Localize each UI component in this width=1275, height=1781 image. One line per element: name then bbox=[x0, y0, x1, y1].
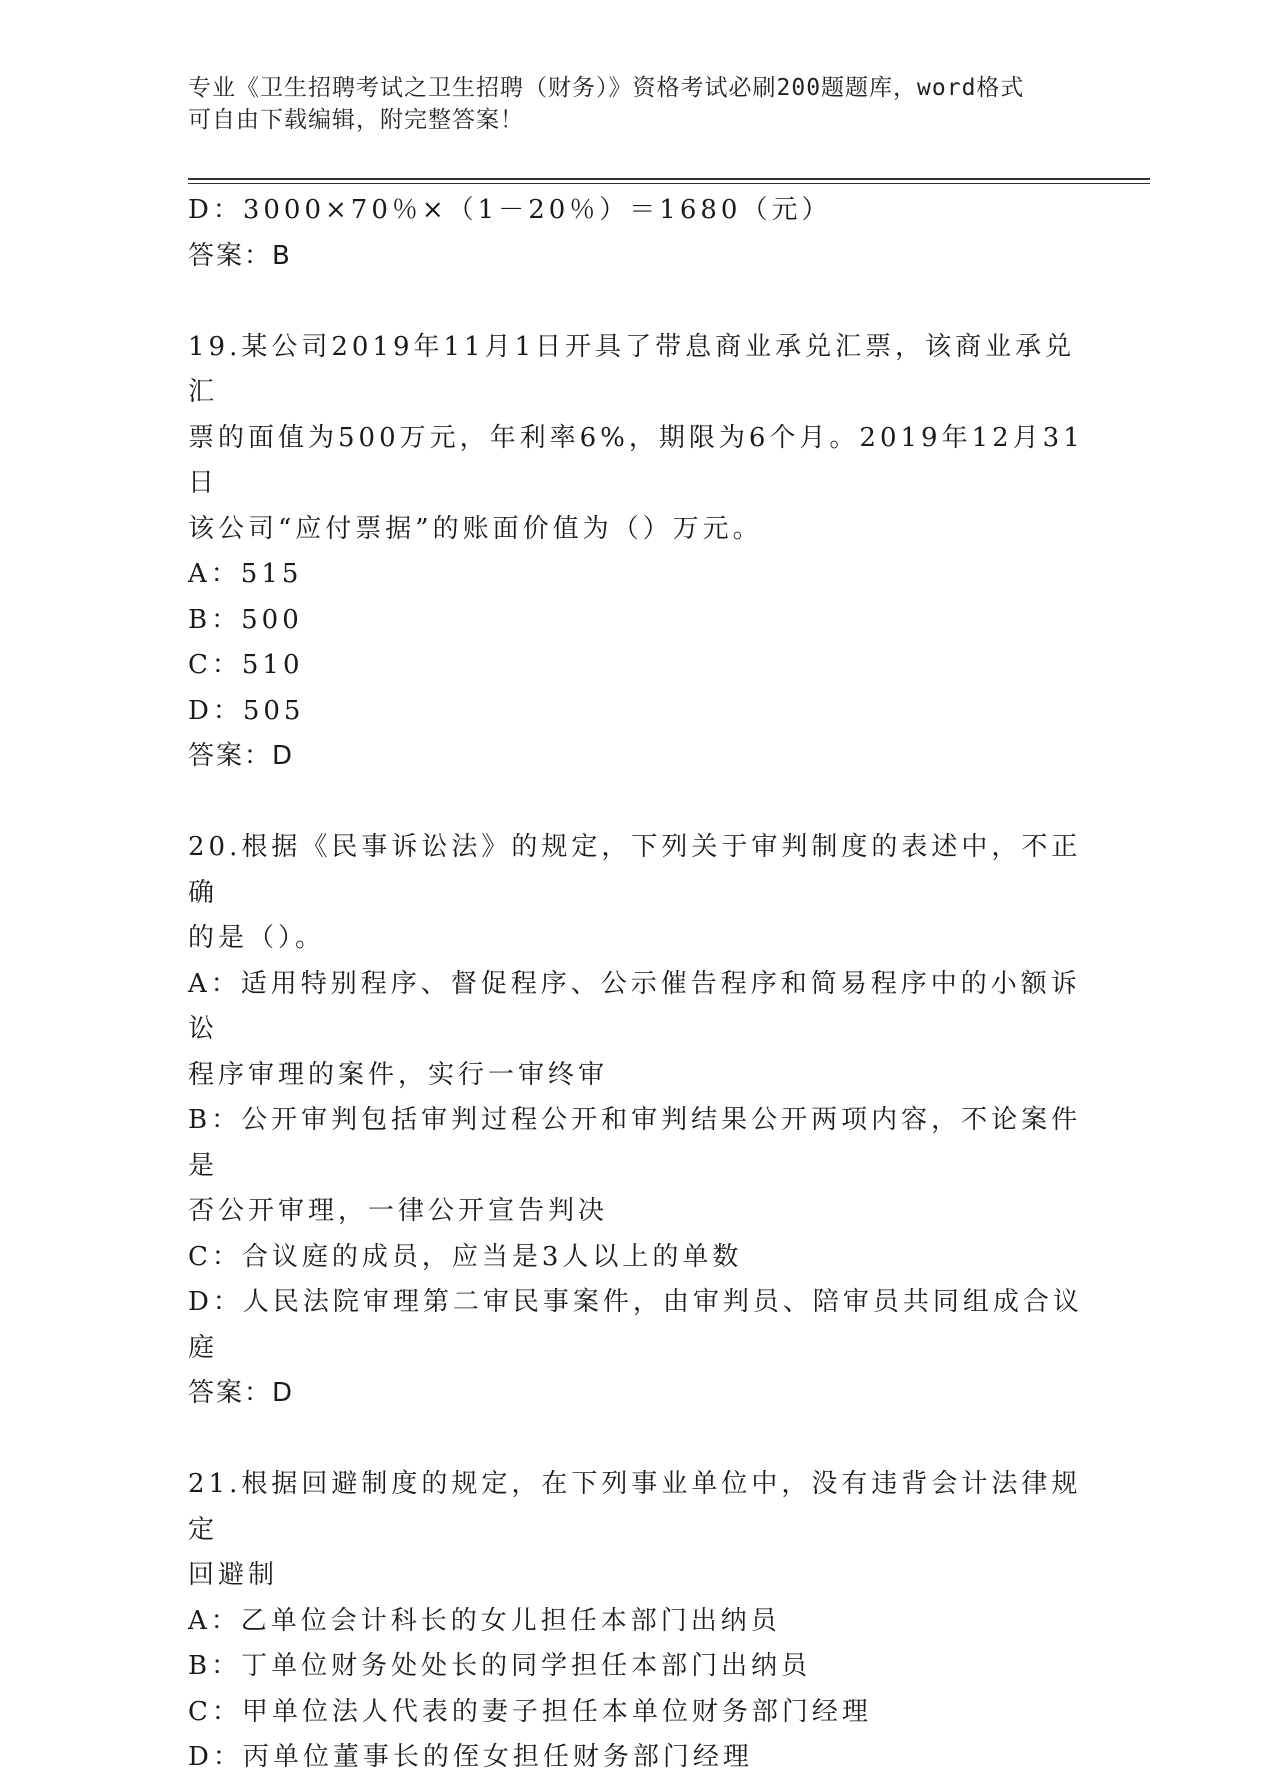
option-c: C：510 bbox=[188, 650, 304, 680]
option-b: B：公开审判包括审判过程公开和审判结果公开两项内容，不论案件是 bbox=[188, 1105, 1082, 1181]
option-d: D：505 bbox=[188, 695, 305, 726]
question-stem-line: 21.根据回避制度的规定，在下列事业单位中，没有违背会计法律规定 bbox=[188, 1469, 1082, 1545]
spacer bbox=[188, 780, 1088, 826]
question-stem-line: 的是（）。 bbox=[188, 923, 326, 953]
question-stem-line: 19.某公司2019年11月1日开具了带息商业承兑汇票，该商业承兑汇 bbox=[188, 331, 1076, 407]
option-c: C：合议庭的成员，应当是3人以上的单数 bbox=[188, 1241, 743, 1272]
answer-line: 答案：D bbox=[188, 1378, 295, 1408]
carryover-option-d: D：3000×70％×（1－20％）＝1680（元） bbox=[188, 195, 832, 225]
header-line-2: 可自由下载编辑，附完整答案！ bbox=[188, 107, 524, 133]
option-b: B：500 bbox=[188, 604, 303, 635]
option-a-continued: 程序审理的案件，实行一审终审 bbox=[188, 1059, 609, 1090]
option-d: D：人民法院审理第二审民事案件，由审判员、陪审员共同组成合议庭 bbox=[188, 1287, 1083, 1363]
question-19 bbox=[188, 325, 1088, 780]
option-a: A：515 bbox=[188, 559, 303, 589]
header-line-1: 专业《卫生招聘考试之卫生招聘（财务）》资格考试必刷200题题库，word格式 bbox=[188, 75, 1025, 101]
option-d: D：丙单位董事长的侄女担任财务部门经理 bbox=[188, 1742, 753, 1772]
answer-line: 答案：D bbox=[188, 741, 295, 771]
question-stem-line: 20.根据《民事诉讼法》的规定，下列关于审判制度的表述中，不正确 bbox=[188, 832, 1082, 908]
page-header bbox=[188, 72, 1088, 136]
option-b: B：丁单位财务处处长的同学担任本部门出纳员 bbox=[188, 1651, 812, 1681]
header-divider bbox=[188, 178, 1150, 184]
question-stem-line: 回避制 bbox=[188, 1560, 279, 1590]
document-body bbox=[188, 188, 1088, 1781]
option-b-continued: 否公开审理，一律公开宣告判决 bbox=[188, 1196, 609, 1226]
question-21 bbox=[188, 1462, 1088, 1781]
spacer bbox=[188, 1417, 1088, 1463]
carryover-answer: 答案：B bbox=[188, 240, 292, 271]
question-stem-line: 该公司“应付票据”的账面价值为（）万元。 bbox=[188, 513, 763, 544]
question-stem-line: 票的面值为500万元，年利率6%，期限为6个月。2019年12月31日 bbox=[188, 422, 1084, 498]
option-a: A：适用特别程序、督促程序、公示催告程序和简易程序中的小额诉讼 bbox=[188, 968, 1081, 1044]
option-a: A：乙单位会计科长的女儿担任本部门出纳员 bbox=[188, 1605, 781, 1636]
spacer bbox=[188, 279, 1088, 325]
option-c: C：甲单位法人代表的妻子担任本单位财务部门经理 bbox=[188, 1696, 872, 1727]
question-20 bbox=[188, 825, 1088, 1417]
